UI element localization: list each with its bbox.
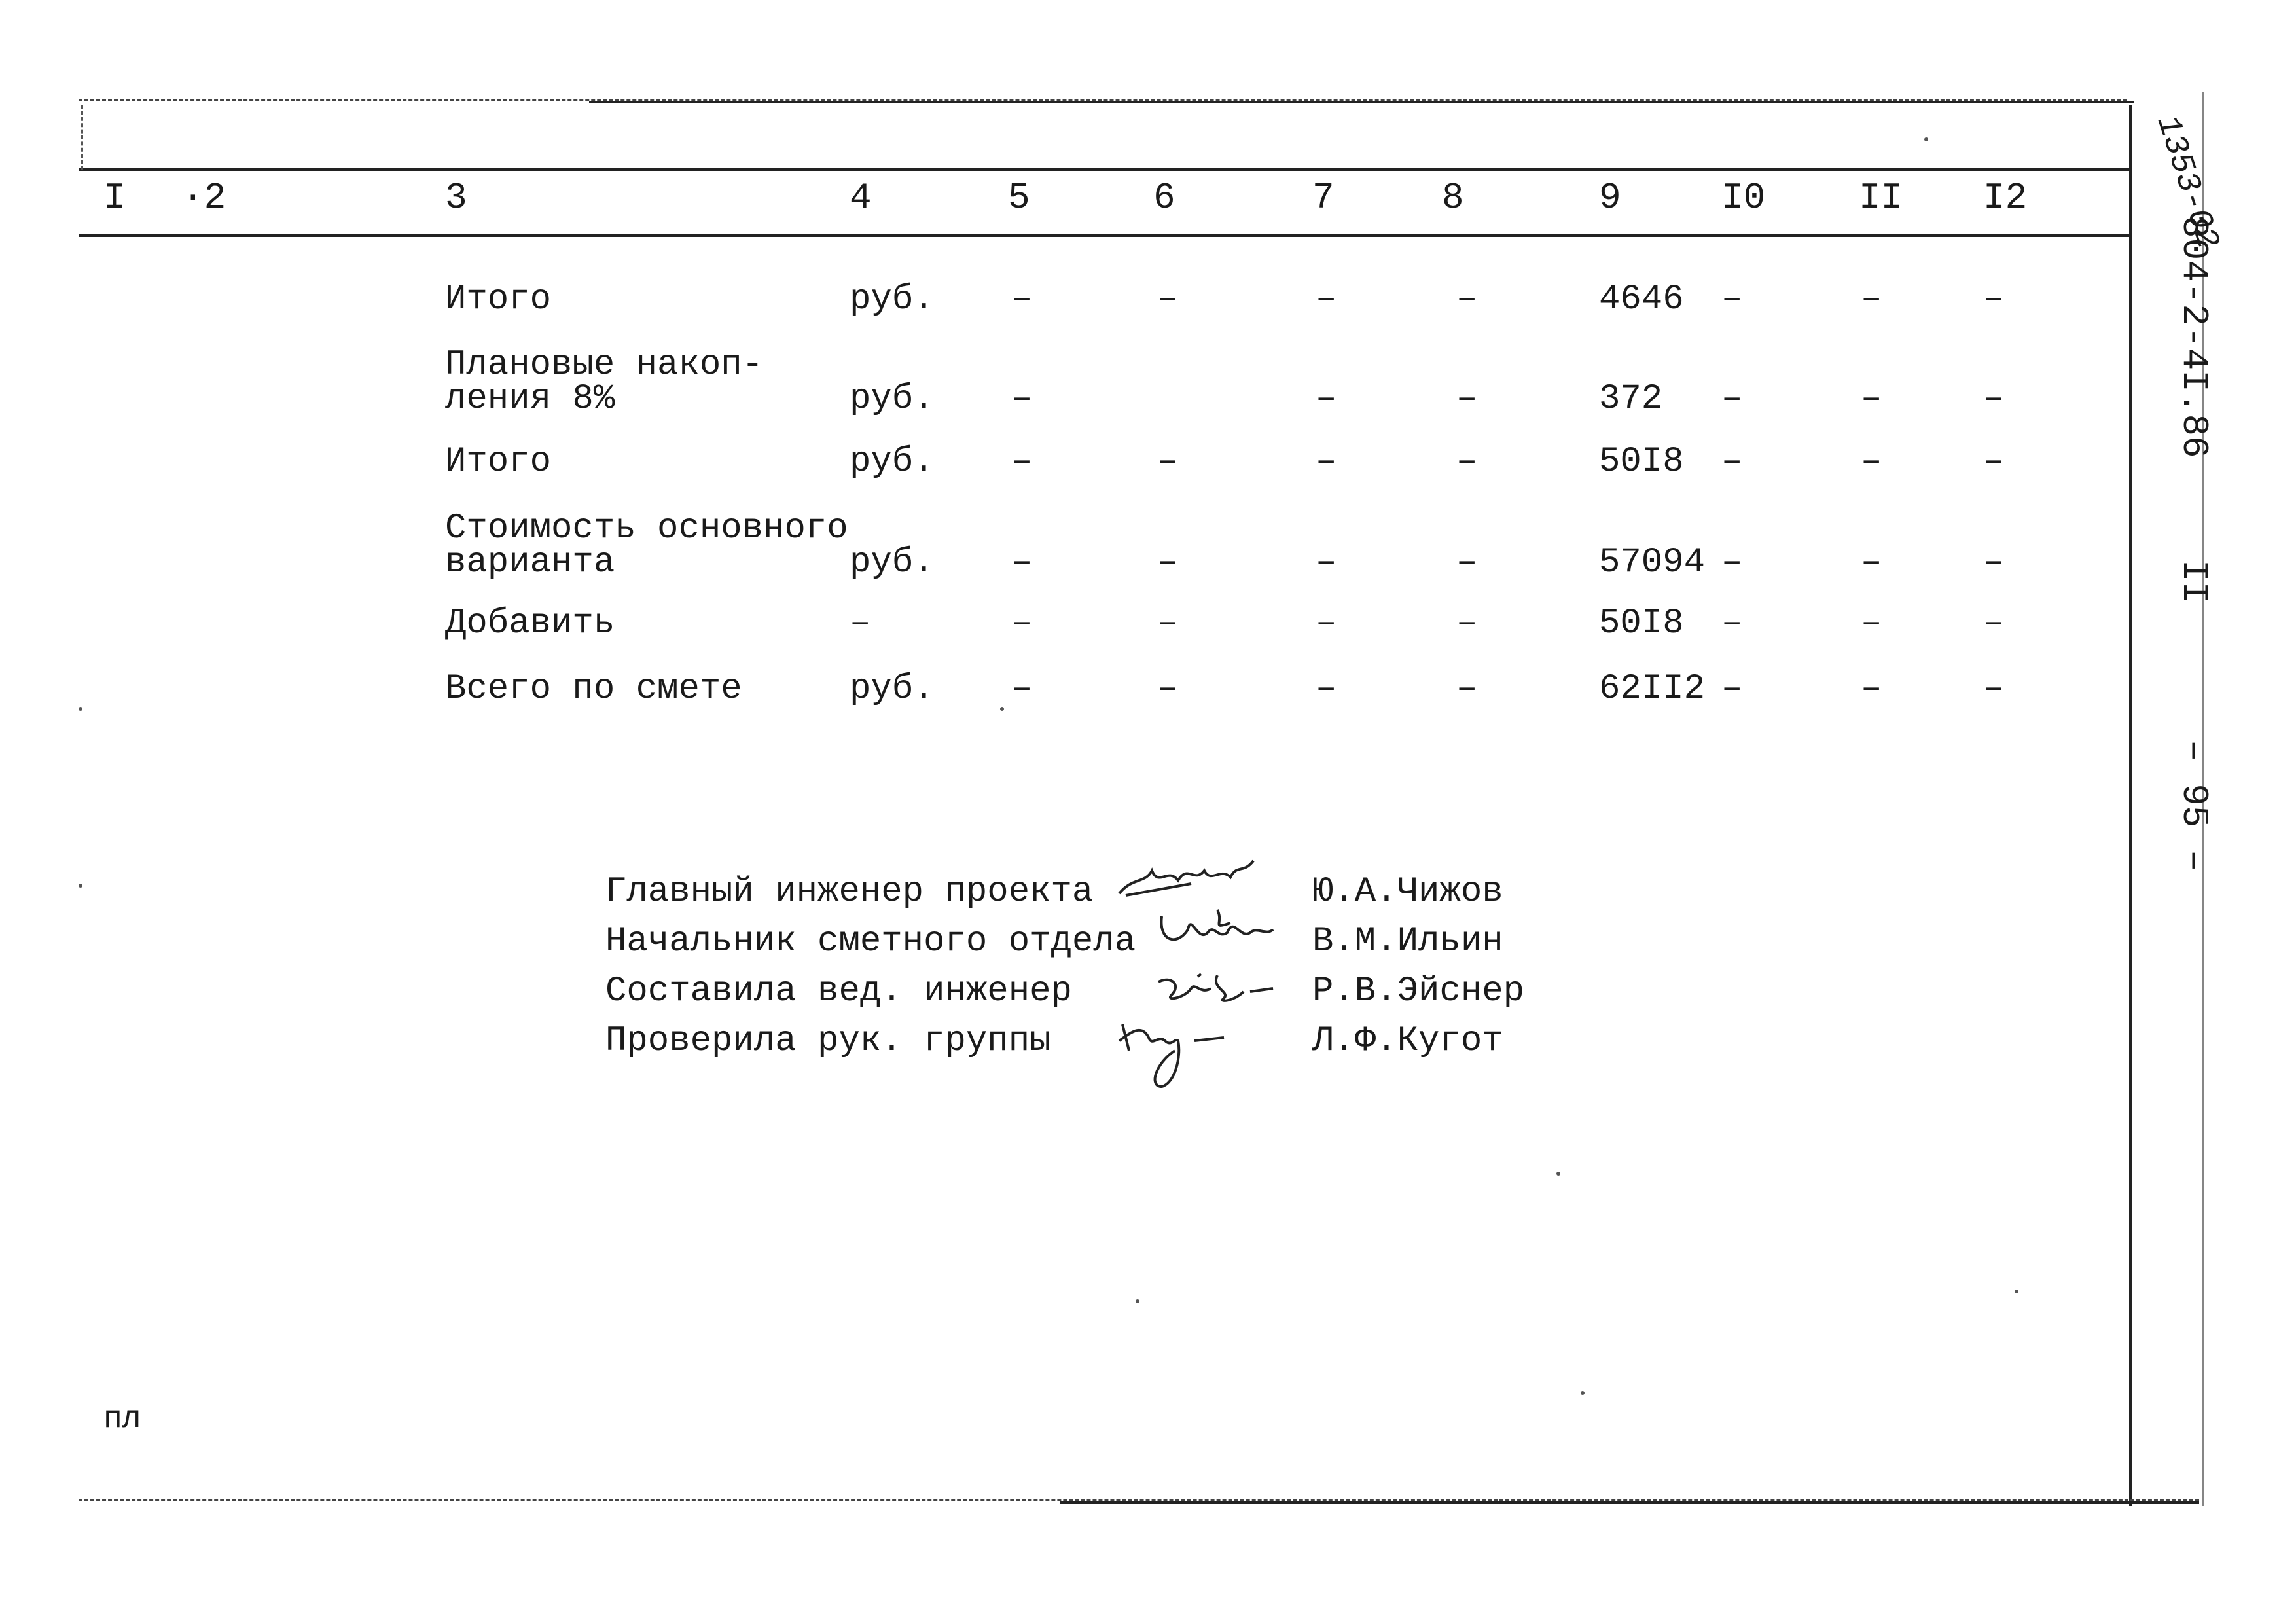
row-cell-c11: –	[1861, 543, 1882, 583]
top-border-line	[589, 101, 2134, 103]
row-cell-c7: –	[1316, 669, 1337, 709]
row-cell-c11: –	[1861, 442, 1882, 482]
column-header-11: II	[1859, 177, 1903, 219]
column-header-2: ·2	[182, 177, 226, 219]
row-cell-c12: –	[1983, 442, 2005, 482]
footer-mark: пл	[103, 1401, 141, 1437]
row-cell-unit: руб.	[850, 442, 935, 482]
row-name-line: Итого	[445, 280, 552, 319]
row-cell-c10: –	[1721, 280, 1743, 319]
signature-name-lead-engineer: Р.В.Эйснер	[1312, 971, 1525, 1011]
column-header-7: 7	[1312, 177, 1335, 219]
row-cell-c7: –	[1316, 379, 1337, 419]
bottom-border-line	[1060, 1501, 2199, 1504]
row-cell-c9: 50I8	[1599, 604, 1684, 643]
column-header-1: I	[103, 177, 126, 219]
row-cell-c6: –	[1157, 543, 1179, 583]
side-stamp-page: – 95 –	[2173, 740, 2215, 872]
row-cell-c8: –	[1456, 379, 1478, 419]
row-cell-c7: –	[1316, 543, 1337, 583]
row-cell-c9: 57094	[1599, 543, 1706, 583]
side-stamp-number: 1353-02	[2147, 111, 2226, 254]
scan-speck	[1136, 1299, 1139, 1303]
row-cell-c5: –	[1011, 442, 1033, 482]
row-cell-c9: 372	[1599, 379, 1663, 419]
handwritten-signature-2	[1152, 903, 1283, 956]
row-cell-c6: –	[1157, 604, 1179, 643]
row-cell-c8: –	[1456, 543, 1478, 583]
column-header-12: I2	[1983, 177, 2028, 219]
row-cell-c9: 62II2	[1599, 669, 1706, 709]
column-header-6: 6	[1153, 177, 1175, 219]
row-cell-c12: –	[1983, 604, 2005, 643]
row-name-line: Всего по смете	[445, 669, 742, 709]
row-cell-c5: –	[1011, 604, 1033, 643]
row-cell-c5: –	[1011, 543, 1033, 583]
row-cell-c6: –	[1157, 280, 1179, 319]
column-header-9: 9	[1599, 177, 1621, 219]
row-cell-c12: –	[1983, 669, 2005, 709]
column-header-5: 5	[1008, 177, 1030, 219]
row-cell-c8: –	[1456, 669, 1478, 709]
column-header-10: I0	[1721, 177, 1766, 219]
scan-speck	[1000, 707, 1004, 711]
row-cell-c9: 50I8	[1599, 442, 1684, 482]
row-cell-c5: –	[1011, 669, 1033, 709]
row-cell-c12: –	[1983, 280, 2005, 319]
signature-name-chief-engineer: Ю.А.Чижов	[1312, 872, 1503, 912]
scan-speck	[1556, 1172, 1560, 1176]
header-top-line	[79, 168, 2132, 171]
side-stamp-album: II	[2173, 560, 2215, 604]
row-cell-c6: –	[1157, 442, 1179, 482]
row-cell-c10: –	[1721, 604, 1743, 643]
row-cell-unit: руб.	[850, 669, 935, 709]
row-cell-unit: –	[850, 604, 871, 643]
row-name-line: Добавить	[445, 604, 615, 643]
row-cell-c11: –	[1861, 669, 1882, 709]
row-cell-c11: –	[1861, 604, 1882, 643]
signature-role-chief-engineer: Главный инженер проекта	[605, 872, 1094, 912]
row-cell-c12: –	[1983, 543, 2005, 583]
signature-name-head-of-estimates: В.М.Ильин	[1312, 922, 1503, 962]
row-name-line: варианта	[445, 543, 615, 583]
column-header-8: 8	[1442, 177, 1464, 219]
row-cell-c10: –	[1721, 543, 1743, 583]
row-cell-c10: –	[1721, 442, 1743, 482]
row-cell-c5: –	[1011, 379, 1033, 419]
right-border-line	[2129, 105, 2132, 1506]
scan-speck	[1581, 1391, 1585, 1395]
signature-role-group-lead: Проверила рук. группы	[605, 1021, 1051, 1061]
row-cell-c11: –	[1861, 280, 1882, 319]
row-cell-c5: –	[1011, 280, 1033, 319]
row-cell-unit: руб.	[850, 543, 935, 583]
row-cell-c12: –	[1983, 379, 2005, 419]
row-cell-c8: –	[1456, 442, 1478, 482]
handwritten-signature-3	[1152, 962, 1289, 1008]
scan-speck	[79, 884, 82, 888]
row-cell-c8: –	[1456, 604, 1478, 643]
left-border-dashed	[81, 105, 83, 170]
signature-role-lead-engineer: Составила вед. инженер	[605, 971, 1072, 1011]
row-cell-c9: 4646	[1599, 280, 1684, 319]
row-cell-c7: –	[1316, 280, 1337, 319]
column-header-4: 4	[850, 177, 872, 219]
row-name-line: ления 8%	[445, 379, 615, 419]
row-cell-c10: –	[1721, 379, 1743, 419]
row-cell-unit: руб.	[850, 379, 935, 419]
scan-speck	[1924, 137, 1928, 141]
row-name-line: Итого	[445, 442, 552, 482]
column-header-3: 3	[445, 177, 467, 219]
handwritten-signature-1	[1113, 857, 1263, 903]
scan-speck	[2015, 1290, 2018, 1293]
signature-role-head-of-estimates: Начальник сметного отдела	[605, 922, 1136, 962]
row-cell-c8: –	[1456, 280, 1478, 319]
header-bottom-line	[79, 234, 2132, 237]
signature-name-group-lead: Л.Ф.Кугот	[1312, 1021, 1503, 1061]
row-cell-c7: –	[1316, 442, 1337, 482]
row-name-line: Стоимость основного	[445, 509, 848, 549]
row-cell-c11: –	[1861, 379, 1882, 419]
row-cell-c10: –	[1721, 669, 1743, 709]
side-stamp-code: 804-2-4I.86	[2173, 216, 2215, 458]
row-cell-c6: –	[1157, 669, 1179, 709]
scan-speck	[79, 707, 82, 711]
row-cell-unit: руб.	[850, 280, 935, 319]
row-cell-c7: –	[1316, 604, 1337, 643]
handwritten-signature-4	[1113, 1011, 1263, 1096]
row-name-line: Плановые накоп-	[445, 345, 764, 385]
